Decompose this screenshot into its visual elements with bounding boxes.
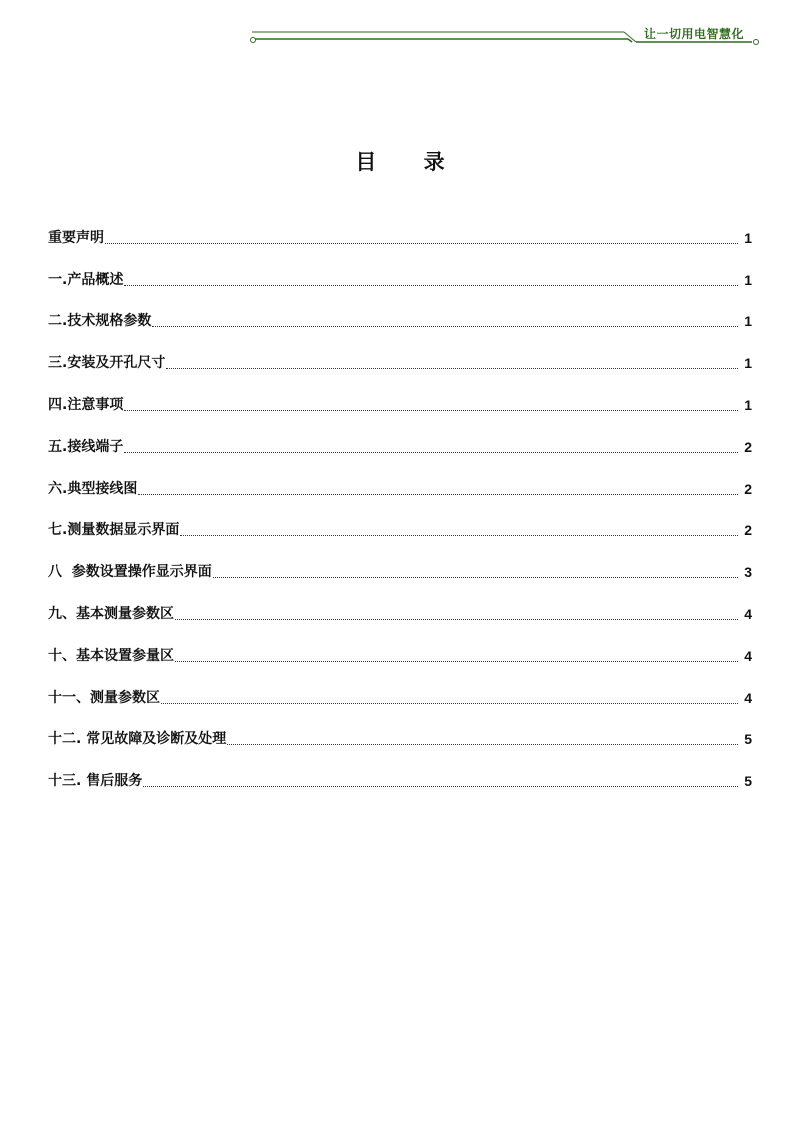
- toc-dot-leader: [105, 229, 738, 244]
- toc-entry[interactable]: [48, 374, 752, 416]
- toc-entry-label: 五.接线端子: [48, 438, 124, 455]
- toc-entry[interactable]: [48, 541, 752, 583]
- toc-page-number: 2: [744, 522, 752, 539]
- toc-page-number: 4: [744, 647, 752, 664]
- toc-dot-leader: [124, 271, 738, 286]
- toc-dot-leader: [166, 354, 738, 369]
- toc-page-number: 4: [744, 689, 752, 706]
- toc-entry[interactable]: [48, 625, 752, 667]
- toc-entry-label: 二.技术规格参数: [48, 313, 152, 330]
- toc-page-number: 4: [744, 605, 752, 622]
- toc-entry[interactable]: [48, 500, 752, 542]
- toc-dot-leader: [175, 605, 738, 620]
- toc-entry-label: 重要声明: [48, 229, 104, 246]
- toc-entry[interactable]: [48, 458, 752, 500]
- toc-dot-leader: [180, 521, 738, 536]
- toc-page-number: 2: [744, 438, 752, 455]
- toc-entry-label: 八 参数设置操作显示界面: [48, 564, 212, 581]
- toc-entry[interactable]: [48, 750, 752, 792]
- toc-page-number: 1: [744, 396, 752, 413]
- toc-entry-label: 三.安装及开孔尺寸: [48, 355, 166, 372]
- toc-dot-leader: [175, 647, 738, 662]
- toc-dot-leader: [124, 396, 738, 411]
- toc-page-number: 3: [744, 564, 752, 581]
- toc-dot-leader: [227, 730, 738, 745]
- toc-entry[interactable]: [48, 332, 752, 374]
- toc-dot-leader: [213, 563, 738, 578]
- toc-page-number: 1: [744, 313, 752, 330]
- toc-entry-label: 四.注意事项: [48, 396, 124, 413]
- toc-entry-label: 一.产品概述: [48, 271, 124, 288]
- toc-page-number: 2: [744, 480, 752, 497]
- toc-page-number: 1: [744, 271, 752, 288]
- toc-list: [48, 207, 752, 792]
- toc-dot-leader: [138, 480, 738, 495]
- toc-page-number: 5: [744, 731, 752, 748]
- toc-entry[interactable]: [48, 583, 752, 625]
- toc-dot-leader: [124, 438, 738, 453]
- toc-entry-label: 十、基本设置参量区: [48, 647, 174, 664]
- toc-dot-leader: [152, 312, 738, 327]
- toc-entry-label: 七.测量数据显示界面: [48, 522, 180, 539]
- toc-entry-label: 六.典型接线图: [48, 480, 138, 497]
- toc-entry[interactable]: [48, 709, 752, 751]
- toc-entry-label: 十三. 售后服务: [48, 773, 143, 790]
- page-title: 目 录: [355, 150, 465, 174]
- toc-dot-leader: [161, 689, 738, 704]
- header-slogan: 让一切用电智慧化: [643, 27, 744, 41]
- toc-entry[interactable]: [48, 416, 752, 458]
- toc-entry-label: 九、基本测量参数区: [48, 605, 174, 622]
- toc-entry[interactable]: [48, 207, 752, 249]
- toc-page-number: 1: [744, 355, 752, 372]
- toc-entry-label: 十一、测量参数区: [48, 689, 160, 706]
- toc-entry[interactable]: [48, 249, 752, 291]
- toc-page-number: 5: [744, 773, 752, 790]
- toc-entry[interactable]: [48, 291, 752, 333]
- toc-dot-leader: [143, 772, 738, 787]
- toc-page-number: 1: [744, 229, 752, 246]
- toc-entry[interactable]: [48, 667, 752, 709]
- toc-entry-label: 十二. 常见故障及诊断及处理: [48, 731, 227, 748]
